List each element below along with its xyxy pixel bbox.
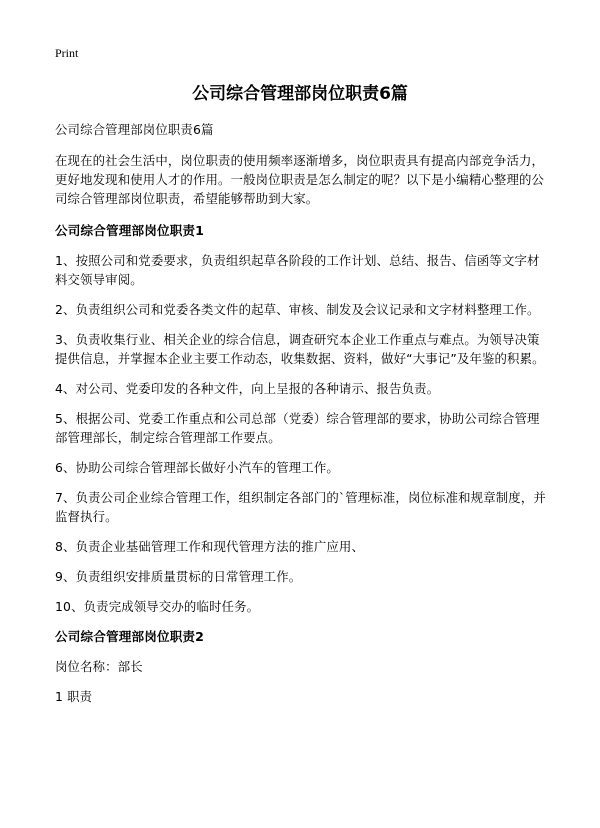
section-heading-1: 公司综合管理部岗位职责1 (55, 223, 205, 238)
intro-paragraph: 在现在的社会生活中，岗位职责的使用频率逐渐增多，岗位职责具有提高内部竞争活力，更好地发现和使用人才的作用。一般岗位职责是怎么制定的呢？以下是小编精心整理的公司综合管理部岗位职责，希望能够帮助到大家。 (55, 153, 545, 206)
duty-item-10: 10、负责完成领导交办的临时任务。 (55, 599, 260, 614)
document-title: 公司综合管理部岗位职责6篇 (192, 84, 408, 104)
print-label: Print (55, 46, 79, 60)
duty-item-3: 3、负责收集行业、相关企业的综合信息，调查研究本企业工作重点与难点。为领导决策提供信息，并掌握本企业主要工作动态，收集数据、资料，做好“大事记”及年鉴的积累。 (55, 332, 545, 366)
document-body (55, 120, 549, 717)
duty-item-8: 8、负责企业基础管理工作和现代管理方法的推广应用、 (55, 539, 365, 554)
duty-item-4: 4、对公司、党委印发的各种文件，向上呈报的各种请示、报告负责。 (55, 381, 440, 396)
duty-item-9: 9、负责组织安排质量贯标的日常管理工作。 (55, 569, 302, 584)
duty-item-5: 5、根据公司、党委工作重点和公司总部（党委）综合管理部的要求，协助公司综合管理部管理部长，制定综合管理部工作要点。 (55, 411, 540, 445)
duty-item-6: 6、协助公司综合管理部长做好小汽车的管理工作。 (55, 460, 339, 475)
document-subtitle: 公司综合管理部岗位职责6篇 (55, 122, 214, 137)
duty-item-7: 7、负责公司企业综合管理工作，组织制定各部门的`管理标准，岗位标准和规章制度，并监督执行。 (55, 490, 546, 524)
duty-item-1: 1、按照公司和党委要求，负责组织起草各阶段的工作计划、总结、报告、信函等文字材料交领导审阅。 (55, 253, 540, 287)
duty-subheading: 1 职责 (55, 689, 93, 704)
section-heading-2: 公司综合管理部岗位职责2 (55, 629, 205, 644)
position-name-line: 岗位名称：部长 (55, 659, 143, 674)
duty-item-2: 2、负责组织公司和党委各类文件的起草、审核、制发及会议记录和文字材料整理工作。 (55, 302, 540, 317)
